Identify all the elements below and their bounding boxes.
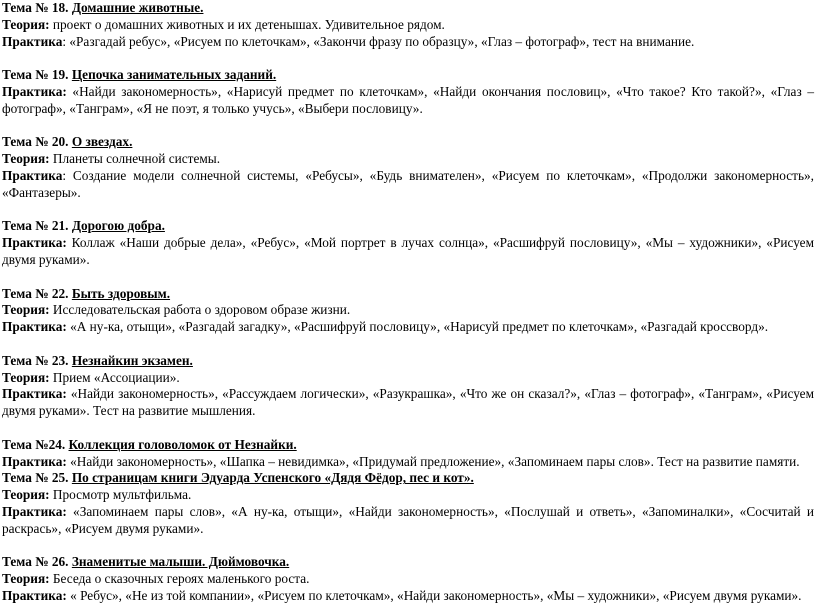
theory-line [2,487,814,504]
practice-label: Практика: [2,235,67,251]
topic-22 [2,286,814,336]
theory-line [2,571,814,588]
topic-name: Цепочка занимательных заданий. [71,67,277,83]
theory-line [2,370,814,387]
practice-text: «Найди закономерность», «Нарисуй предмет по клеточкам», «Найди окончания пословиц», «Что такое? Кто такой?», «Глаз – фотограф», «Танграм», «Я не поэт, я только учусь», «Выбери пословицу». [2,83,814,116]
practice-text: «Найди закономерность», «Шапка – невидимка», «Придумай предложение», «Запоминаем пары слов». Тест на развитие памяти. [66,453,800,469]
topic-23 [2,353,814,420]
topic-title [2,470,814,487]
theory-label: Теория: [2,16,50,32]
practice-label: Практика: [2,587,67,603]
theory-text: Просмотр мультфильма. [49,487,192,503]
practice-line [2,34,814,51]
practice-text: «А ну-ка, отыщи», «Разгадай загадку», «Расшифруй пословицу», «Нарисуй предмет по клеточкам», «Разгадай кроссворд». [66,319,769,335]
practice-label: Практика: [2,83,67,99]
theory-text: проект о домашних животных и их детенышах. Удивительное рядом. [49,16,445,32]
theory-text: Исследовательская работа о здоровом образе жизни. [49,302,351,318]
practice-text: «Найди закономерность», «Рассуждаем логически», «Разукрашка», «Что же он сказал?», «Глаз – фотограф», «Танграм», «Рисуем двумя руками». Тест на развитие мышления. [2,386,814,419]
topic-number: Тема № 21. [2,218,69,234]
topic-name: Знаменитые малыши. Дюймовочка. [71,554,290,570]
topic-title [2,286,814,303]
topic-name: Коллекция головоломок от Незнайки. [68,436,297,452]
topic-number: Тема № 23. [2,352,69,368]
theory-label: Теория: [2,369,50,385]
topic-number: Тема № 26. [2,554,69,570]
practice-label: Практика: [2,386,67,402]
topic-name: Домашние животные. [71,0,204,15]
topic-title [2,554,814,571]
theory-label: Теория: [2,302,50,318]
theory-text: Беседа о сказочных героях маленького роста. [49,571,310,587]
theory-line [2,151,814,168]
topic-title [2,134,814,151]
practice-line [2,588,814,605]
practice-text: «Запоминаем пары слов», «А ну-ка, отыщи», «Найди закономерность», «Послушай и ответь», «Запоминалки», «Сосчитай и раскрась», «Рисуем двумя руками». [2,503,814,536]
topic-title [2,67,814,84]
topic-21 [2,218,814,268]
theory-line [2,17,814,34]
theory-label: Теория: [2,487,50,503]
topic-title [2,0,814,17]
topic-26 [2,554,814,604]
theory-text: Планеты солнечной системы. [49,151,221,167]
practice-text: : «Разгадай ребус», «Рисуем по клеточкам», «Закончи фразу по образцу», «Глаз – фотограф», тест на внимание. [62,33,695,49]
topic-number: Тема № 18. [2,0,69,15]
topic-number: Тема № 20. [2,134,69,150]
practice-text: Коллаж «Наши добрые дела», «Ребус», «Мой портрет в лучах солнца», «Расшифруй пословицу», «Мы – художники», «Рисуем двумя руками». [2,235,814,267]
topic-title [2,353,814,370]
practice-label: Практика: [2,503,67,519]
theory-text: Прием «Ассоциации». [49,369,180,385]
practice-line [2,84,814,118]
practice-line [2,235,814,269]
topic-25 [2,470,814,537]
theory-label: Теория: [2,151,50,167]
practice-label: Практика [2,33,63,49]
topic-name: О звездах. [71,134,133,150]
topic-title [2,437,814,454]
topic-name: По страницам книги Эдуарда Успенского «Дядя Фёдор, пес и кот». [71,470,474,486]
practice-line [2,319,814,336]
topic-number: Тема №24. [2,436,66,452]
topic-name: Быть здоровым. [71,285,171,301]
topic-name: Дорогою добра. [71,218,165,234]
topic-20 [2,134,814,201]
practice-line [2,168,814,202]
topic-number: Тема № 19. [2,67,69,83]
topic-24 [2,437,814,471]
topic-name: Незнайкин экзамен. [71,352,193,368]
practice-text: : Создание модели солнечной системы, «Ребусы», «Будь внимателен», «Рисуем по клеточкам», «Продолжи закономерность», «Фантазеры». [2,167,814,200]
practice-label: Практика: [2,319,67,335]
topic-number: Тема № 25. [2,470,69,486]
theory-label: Теория: [2,571,50,587]
practice-text: « Ребус», «Не из той компании», «Рисуем по клеточкам», «Найди закономерность», «Мы – художники», «Рисуем двумя руками». [66,587,802,603]
topic-number: Тема № 22. [2,285,69,301]
practice-line [2,386,814,420]
theory-line [2,302,814,319]
topic-19 [2,67,814,117]
practice-label: Практика [2,167,63,183]
practice-label: Практика: [2,453,67,469]
topic-18 [2,0,814,50]
practice-line [2,504,814,538]
topic-title [2,218,814,235]
practice-line [2,454,814,471]
